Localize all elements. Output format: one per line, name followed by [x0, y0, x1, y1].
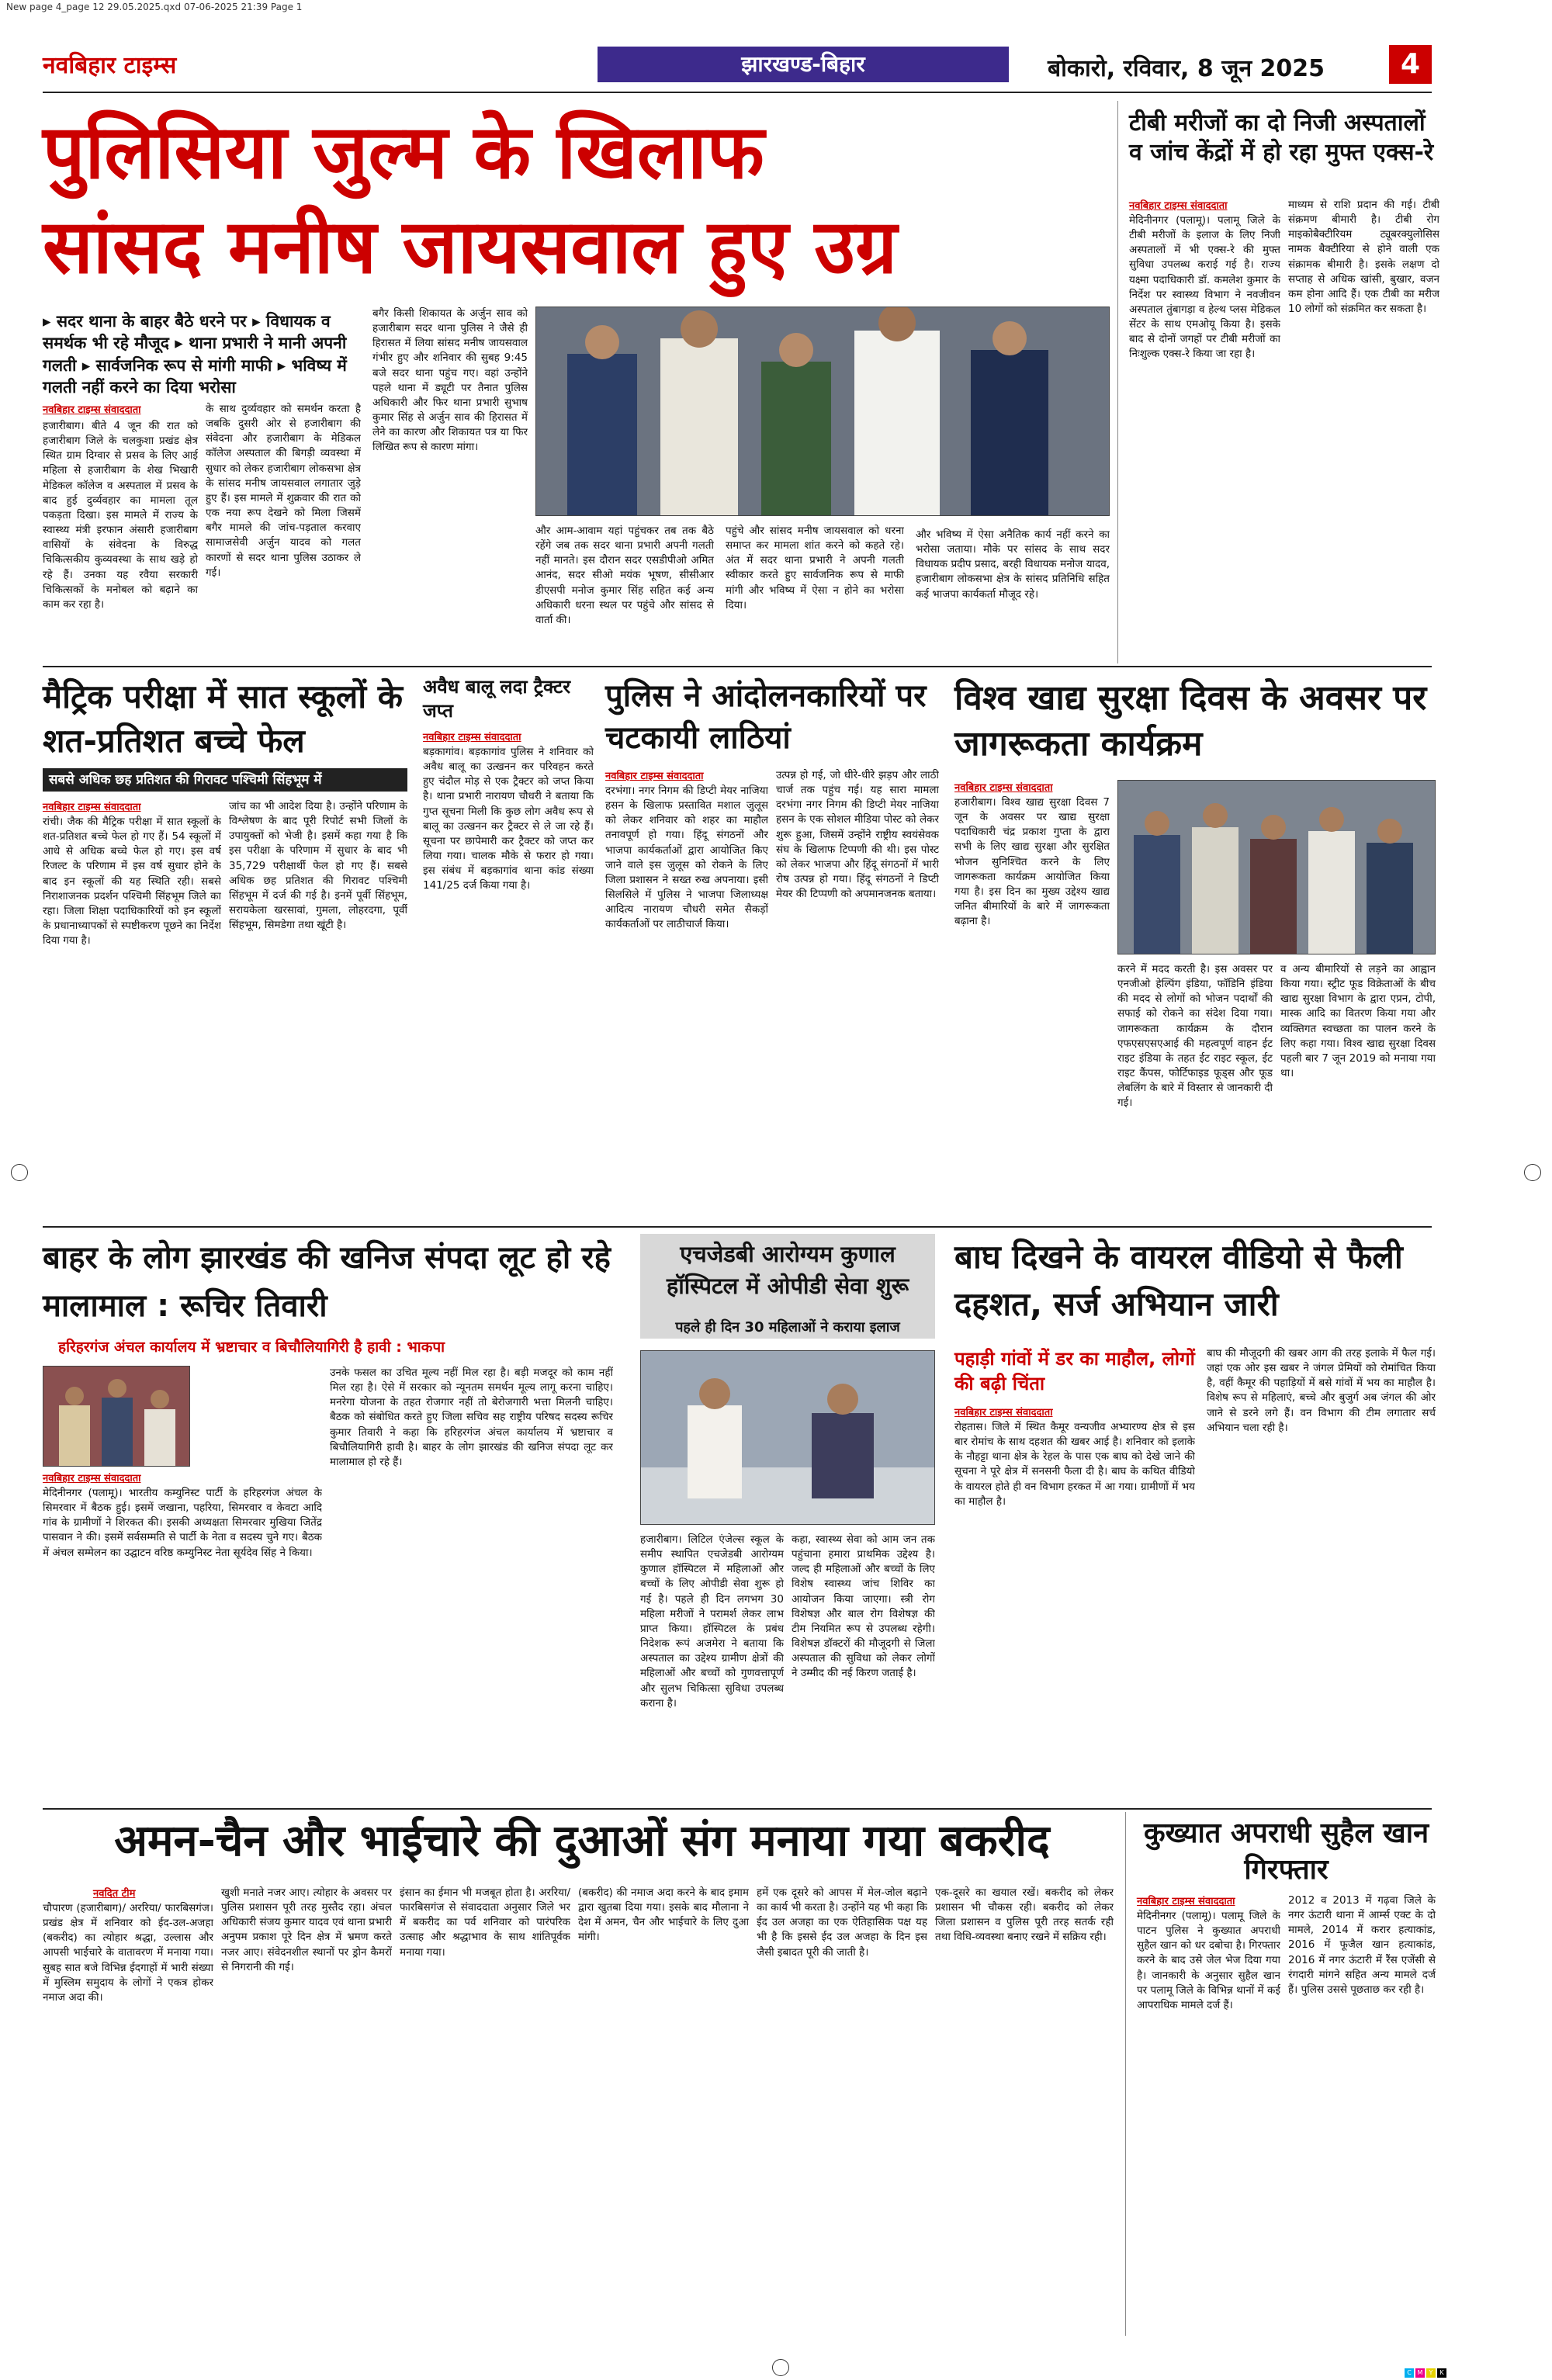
- food-col-1: हजारीबाग। विश्व खाद्य सुरक्षा दिवस 7 जून के अवसर पर खाद्य सुरक्षा पदाधिकारी चंद्र प्रकाश गुप्ता के द्वारा सभी के लिए खाद्य सुरक्षा और सुरक्षित भोजन सुनिश्चित करने के लिए जागरूकता कार्यक्रम आयोजित किया गया है। इस दिन का मुख्य उद्देश्य खाद्य जनित बीमारियों के बारे में जागरूकता बढ़ाना है।: [954, 796, 1110, 928]
- page-number: 4: [1389, 45, 1432, 84]
- tiger-byline: नवबिहार टाइम्स संवाददाता: [954, 1407, 1053, 1419]
- khanij-photo: [43, 1366, 190, 1467]
- food-photo: [1117, 780, 1436, 954]
- food-col-3: व अन्य बीमारियों से लड़ने का आह्वान किया गया। स्ट्रीट फूड विक्रेताओं के बीच खाद्य सुरक्षा विभाग के द्वारा एप्रन, टोपी, मास्क आदि का वितरण किया गया और व्यक्तिगत स्वच्छता का पालन करने के लिए कहा गया। विश्व खाद्य सुरक्षा दिवस पहली बार 7 जून 2019 को मनाया गया था।: [1280, 963, 1436, 1080]
- paper-name: नवबिहार टाइम्स: [43, 52, 177, 79]
- lead-byline: नवबिहार टाइम्स संवाददाता: [43, 404, 141, 416]
- hospital-subhead: पहले ही दिन 30 महिलाओं ने कराया इलाज: [675, 1319, 900, 1336]
- suhail-byline: नवबिहार टाइम्स संवाददाता: [1137, 1896, 1235, 1907]
- bakrid-col-5: हमें एक दूसरे को आपस में मेल-जोल बढ़ाने का कार्य भी करता है। उन्होंने यह भी कहा कि ईद उल अजहा का एक ऐतिहासिक पक्ष यह भी है कि इससे ईद उल अजहा के दिन इस जैसी इबादत पूरी की जाती है।: [757, 1886, 927, 1959]
- sand-body: बड़कागांव। बड़कागांव पुलिस ने शनिवार को अवैध बालू का उत्खनन कर परिवहन करते हुए चंदौल मोड़ से एक ट्रैक्टर को जप्त किया है। थाना प्रभारी नारायण चौधरी ने बताया कि गुप्त सूचना मिली कि कुछ लोग अवैध रूप से बालू का उत्खनन कर ट्रैक्टर से ले जा रहे हैं। सूचना पर छापेमारी कर ट्रैक्टर को जप्त कर लिया गया। चालक मौके से फरार हो गया। इस संबंध में बड़कागांव थाना कांड संख्या 141/25 दर्ज किया गया है।: [423, 746, 594, 892]
- registration-mark: [11, 1164, 28, 1181]
- hospital-headline: एचजेडबी आरोग्यम कुणाल हॉस्पिटल में ओपीडी सेवा शुरू: [666, 1241, 909, 1299]
- matric-byline: नवबिहार टाइम्स संवाददाता: [43, 802, 141, 813]
- tiger-subhead: पहाड़ी गांवों में डर का माहौल, लोगों की बढ़ी चिंता: [954, 1348, 1195, 1395]
- lead-col-6: और भविष्य में ऐसा अनैतिक कार्य नहीं करने का भरोसा जताया। मौके पर सांसद के साथ सदर विधायक प्रदीप प्रसाद, बरही विधायक मनोज यादव, हजारीबाग लोकसभा क्षेत्र के सांसद प्रतिनिधि सहित कई भाजपा कार्यकर्ता मौजूद रहे।: [916, 528, 1110, 601]
- meeting-photo-graphic: [43, 1367, 190, 1467]
- lead-bullets: ▸ सदर थाना के बाहर बैठे धरने पर ▸ विधायक व समर्थक भी रहे मौजूद ▸ थाना प्रभारी ने मानी अपनी गलती ▸ सार्वजनिक रूप से मांगी माफी ▸ भविष्य में गलती नहीं करने का दिया भरोसा: [43, 312, 347, 397]
- tb-col-2: माध्यम से राशि प्रदान की गई। टीबी संक्रमण बीमारी है। टीबी रोग माइकोबैक्टीरियम ट्यूबरक्युलोसिस नामक बैक्टीरिया से होने वाली एक संक्रामक बीमारी है। इसके लक्षण दो सप्ताह से अधिक खांसी, बुखार, वजन कम होना आदि हैं। एक टीबी का मरीज 10 लोगों को संक्रमित कर सकता है।: [1288, 199, 1439, 316]
- section-banner: झारखण्ड-बिहार: [598, 47, 1009, 82]
- hospital-col-2: कहा, स्वास्थ्य सेवा को आम जन तक पहुंचाना हमारा प्राथमिक उद्देश्य है। जल्द ही महिलाओं और बच्चों के लिए विशेष स्वास्थ्य जांच शिविर का आयोजन किया जाएगा। स्त्री रोग विशेषज्ञ और बाल रोग विशेषज्ञ की टीम नियमित रूप से उपलब्ध रहेगी। विशेषज्ञ डॉक्टरों की मौजूदगी से जिला अस्पताल की सुविधा को लेकर लोगों ने उम्मीद की नई किरण जताई है।: [792, 1533, 935, 1680]
- khanij-headline: बाहर के लोग झारखंड की खनिज संपदा लूट हो रहे मालामाल : रूचिर तिवारी: [43, 1240, 611, 1324]
- tb-col-1: मेदिनीनगर (पलामू)। पलामू जिले के टीबी मरीजों के इलाज के लिए निजी अस्पतालों में भी एक्स-रे की मुफ्त सुविधा उपलब्ध कराई गई है। राज्य यक्ष्मा पदाधिकारी डॉ. कमलेश कुमार के निर्देश पर स्वास्थ्य विभाग ने नवजीवन अस्पताल तुंबागड़ा व हेल्थ प्लस मेडिकल सेंटर के साथ एमओयू किया है। इसके बाद से दोनों जगहों पर टीबी मरीजों का निःशुल्क एक्स-रे किया जा रहा है।: [1129, 214, 1280, 361]
- bakrid-col-6: एक-दूसरे का खयाल रखें। बकरीद को लेकर प्रशासन भी चौकस रही। बकरीद को लेकर जिला प्रशासन व पुलिस पूरी तरह सतर्क रही तथा विधि-व्यवस्था बनाए रखने में सक्रिय रही।: [935, 1886, 1114, 1944]
- lathi-headline: पुलिस ने आंदोलनकारियों पर चटकायी लाठियां: [605, 678, 927, 756]
- lead-col-3: बगैर किसी शिकायत के अर्जुन साव को हजारीबाग सदर थाना पुलिस ने जैसे ही हिरासत में लिया सांसद मनीष जायसवाल गंभीर हुए और शनिवार की सुबह 9:45 बजे सदर थाना पहुंच गए। वहां उन्होंने पहले थाना में ड्यूटी पर तैनात पुलिस अधिकारी और फिर थाना प्रभारी सुभाष कुमार सिंह से अर्जुन साव की हिरासत में लेने का कारण और शिकायत पत्र या फिर लिखित रूप से कारण मांगा।: [372, 307, 528, 454]
- tb-headline: टीबी मरीजों का दो निजी अस्पतालों व जांच केंद्रों में हो रहा मुफ्त एक्स-रे: [1129, 109, 1434, 166]
- clinic-photo-graphic: [641, 1351, 935, 1525]
- matric-col-1: रांची। जैक की मैट्रिक परीक्षा में सात स्कूलों के शत-प्रतिशत बच्चे फेल हो गए हैं। 54 स्कूलों में आधे से अधिक बच्चे फेल हो गए। इस वर्ष रिजल्ट के परिणाम में इस वर्ष सुधार होने के बाद इन स्कूलों की यह स्थिति रही। सबसे निराशाजनक प्रदर्शन पश्चिमी सिंहभूम जिले का रहा। जिला शिक्षा पदाधिकारियों को इन स्कूलों के प्रधानाध्यापकों से स्पष्टीकरण पूछने का निर्देश दिया गया है।: [43, 816, 221, 947]
- suhail-col-2: 2012 व 2013 में गढ़वा जिले के नगर ऊंटारी थाना में आर्म्स एक्ट के दो मामले, 2014 में करार हत्याकांड, 2016 में फूजैल खान हत्याकांड, 2016 में नगर ऊंटारी में रैंस एजेंसी से रंगदारी मांगने सहित अन्य मामले दर्ज हैं। पुलिस उससे पूछताछ कर रही है।: [1288, 1894, 1436, 1996]
- suhail-headline: कुख्यात अपराधी सुहैल खान गिरफ्तार: [1143, 1817, 1429, 1886]
- tiger-headline: बाघ दिखने के वायरल वीडियो से फैली दहशत, सर्ज अभियान जारी: [954, 1238, 1403, 1323]
- lead-col-2: के साथ दुर्व्यवहार को समर्थन करता है जबकि दुसरी ओर से हजारीबाग की संवेदना और हजारीबाग के मेडिकल कॉलेज अस्पताल की बिगड़ी व्यवस्था में सुधार को लेकर हजारीबाग लोकसभा क्षेत्र के सांसद मनीष जायसवाल लगातार जुड़े हुए हैं। इस मामले में शुक्रवार की रात को एक नया रूप देखने को मिला जिसमें बगैर मामले की जांच-पड़ताल करवाए सामाजसेवी अर्जुन यादव को गलत कारणों से सदर थाना पुलिस उठाकर ले गई।: [206, 403, 361, 579]
- food-byline: नवबिहार टाइम्स संवाददाता: [954, 782, 1053, 794]
- registration-mark: [772, 2359, 789, 2376]
- food-event-photo-graphic: [1118, 781, 1436, 954]
- hospital-photo: [640, 1350, 935, 1525]
- bakrid-col-2: खुशी मनाते नजर आए। त्योहार के अवसर पर पुलिस प्रशासन पूरी तरह मुस्तैद रहा। अंचल अधिकारी संजय कुमार यादव एवं थाना प्रभारी अनुपम प्रकाश पूरे दिन क्षेत्र में भ्रमण करते नजर आए। संवेदनशील स्थानों पर ड्रोन कैमरों से निगरानी की गई।: [221, 1886, 392, 1973]
- lathi-byline: नवबिहार टाइम्स संवाददाता: [605, 771, 704, 782]
- khanij-byline: नवबिहार टाइम्स संवाददाता: [43, 1473, 141, 1484]
- bakrid-col-1: चौपारण (हजारीबाग)/ अररिया/ फारबिसगंज। प्रखंड क्षेत्र में शनिवार को ईद-उल-अजहा (बकरीद) का त्योहार श्रद्धा, उल्लास और आपसी भाईचारे के वातावरण में मनाया गया। सुबह सात बजे विभिन्न ईदगाहों में भारी संख्या में मुस्लिम समुदाय के लोगों ने एकत्र होकर नमाज अदा की।: [43, 1902, 213, 2004]
- lathi-col-1: दरभंगा। नगर निगम की डिप्टी मेयर नाजिया हसन के खिलाफ प्रस्तावित मशाल जुलूस को लेकर शनिवार को शहर का माहौल तनावपूर्ण हो गया। हिंदू संगठनों और भाजपा कार्यकर्ताओं द्वारा आयोजित किए जाने वाले इस जुलूस को रोकने के लिए जिला प्रशासन ने सख्त रुख अपनाया। इसी सिलसिले में पुलिस ने भाजपा जिलाध्यक्ष आदित्य नारायण चौधरी समेत सैकड़ों कार्यकर्ताओं पर लाठीचार्ज किया।: [605, 785, 768, 931]
- column-divider: [1125, 1812, 1126, 2336]
- lathi-col-2: उत्पन्न हो गई, जो धीरे-धीरे झड़प और लाठी चार्ज तक पहुंच गई। यह सारा मामला दरभंगा नगर निगम की डिप्टी मेयर नाजिया हसन के एक सोशल मीडिया पोस्ट को लेकर शुरू हुआ, जिसमें उन्होंने राष्ट्रीय स्वयंसेवक संघ के खिलाफ टिप्पणी की थी। इस पोस्ट को लेकर भाजपा और हिंदू संगठनों में भारी रोष उत्पन्न हो गया। हिंदू संगठनों ने डिप्टी मेयर की टिप्पणी को अपमानजनक बताया।: [776, 769, 939, 901]
- tiger-col-2: बाघ की मौजूदगी की खबर आग की तरह इलाके में फैल गई। जहां एक ओर इस खबर ने जंगल प्रेमियों को रोमांचित किया है, वहीं कैमूर की पहाड़ियों में बसे गांवों में भय का माहौल है। विशेष रूप से महिलाएं, बच्चे और बुजुर्ग अब जंगल की ओर जाने से डरने लगे हैं। वन विभाग की टीम लगातार सर्च अभियान चला रही है।: [1207, 1347, 1436, 1434]
- khanij-col-2: उनके फसल का उचित मूल्य नहीं मिल रहा है। बड़ी मजदूर को काम नहीं मिल रहा है। ऐसे में सरकार को न्यूनतम समर्थन मूल्य लागू करना चाहिए। मनरेगा योजना के तहत रोजगार नहीं तो बेरोजगारी भत्ता मिलनी चाहिए। बैठक को संबोधित करते हुए जिला सचिव सह राष्ट्रीय परिषद सदस्य रूचिर कुमार तिवारी ने कहा कि हरिहरगंज अंचल कार्यालय में भ्रष्टाचार व बिचौलियागिरी हावी है। बाहर के लोग झारखंड की खनिज संपदा लूट कर मालामाल हो रहे हैं।: [330, 1367, 613, 1468]
- khanij-col-1: मेदिनीनगर (पलामू)। भारतीय कम्युनिस्ट पार्टी के हरिहरगंज अंचल के सिमरवार में बैठक हुई। इसमें जखाना, पहरिया, सिमरवार व केवटा आदि गांव के ग्रामीणों ने शिरकत की। इसकी अध्यक्षता सिमरवार मुखिया जितेंद्र पासवान ने की। इसमें सर्वसम्मति से पार्टी के नेता व सदस्य चुने गए। बैठक में अंचल सम्मेलन का उद्घाटन वरिष्ठ कम्युनिस्ट नेता सूर्यदेव सिंह ने किया।: [43, 1487, 322, 1559]
- registration-mark: [1524, 1164, 1541, 1181]
- bakrid-col-3: इंसान का ईमान भी मजबूत होता है। अररिया/फारबिसगंज से संवाददाता अनुसार जिले भर में बकरीद का पर्व शनिवार को पारंपरिक उत्साह और श्रद्धाभाव के साथ शांतिपूर्वक मनाया गया।: [400, 1886, 570, 1959]
- sand-headline: अवैध बालू लदा ट्रैक्टर जप्त: [423, 676, 571, 722]
- tb-byline: नवबिहार टाइम्स संवाददाता: [1129, 200, 1228, 212]
- row-rule-2: [43, 1226, 1432, 1228]
- tiger-col-1: रोहतास। जिले में स्थित कैमूर वन्यजीव अभ्यारण्य क्षेत्र से इस बार रोमांच के साथ दहशत की खबर आई है। शनिवार को इलाके के नौहट्टा थाना क्षेत्र के रेहल के पास एक बाघ को देखे जाने की सूचना ने पूरे क्षेत्र में सनसनी फैला दी है। बाघ के कथित वीडियो के वायरल होते ही वन विभाग हरकत में आ गया। ग्रामीणों में भय का माहौल है।: [954, 1421, 1195, 1508]
- matric-subhead: सबसे अधिक छह प्रतिशत की गिरावट पश्चिमी सिंहभूम में: [43, 768, 407, 792]
- sand-byline: नवबिहार टाइम्स संवाददाता: [423, 732, 521, 743]
- lead-col-4: और आम-आवाम यहां पहुंचकर तब तक बैठे रहेंगे जब तक सदर थाना प्रभारी अपनी गलती नहीं मानते। इस दौरान सदर एसडीपीओ अमित आनंद, सदर सीओ मयंक भूषण, सीसीआर डीएसपी मनोज कुमार सिंह सहित कई अन्य अधिकारी धरना स्थल पर पहुंचे और सांसद से वार्ता की।: [535, 525, 714, 626]
- column-divider: [1117, 101, 1118, 663]
- khanij-subhead: हरिहरगंज अंचल कार्यालय में भ्रष्टाचार व बिचौलियागिरी है हावी : भाकपा: [58, 1339, 445, 1356]
- lead-col-1: हजारीबाग। बीते 4 जून की रात को हजारीबाग जिले के चलकुशा प्रखंड क्षेत्र स्थित ग्राम दिग्वार से प्रसव के लिए आई महिला से हजारीबाग के शेख भिखारी मेडिकल कॉलेज व अस्पताल में प्रसव के बाद हुई दुर्व्यवहार का मामला तूल पकड़ता दिखा। इस मामले में राज्य के स्वास्थ्य मंत्री इरफान अंसारी हजारीबाग वासियों के संवेदना के विरुद्ध चिकित्सकीय कुव्यवस्था के साथ खड़े हो रहे हैं। उनका यह रवैया सरकारी चिकित्सकों के मनोबल को बढ़ाने का काम कर रहा है।: [43, 420, 198, 611]
- bakrid-headline: अमन-चैन और भाईचारे की दुआओं संग मनाया गया बकरीद: [114, 1816, 1050, 1866]
- cmyk-strip: C M Y K: [1405, 2363, 1448, 2378]
- bakrid-col-4: (बकरीद) की नमाज अदा करने के बाद इमाम द्वारा खुतबा दिया गया। इसके बाद मौलाना ने देश में अमन, चैन और भाईचारे के लिए दुआ मांगी।: [578, 1886, 749, 1944]
- bakrid-byline: नवदित टीम: [93, 1888, 136, 1900]
- hospital-col-1: हजारीबाग। लिटिल एंजेल्स स्कूल के समीप स्थापित एचजेडबी आरोग्यम कुणाल हॉस्पिटल में महिलाओं और बच्चों के लिए ओपीडी सेवा शुरू हो गई है। पहले ही दिन लगभग 30 महिला मरीजों ने परामर्श लेकर लाभ प्राप्त किया। हॉस्पिटल के प्रबंध निदेशक रूपं अजमेरा ने बताया कि अस्पताल का उद्देश्य ग्रामीण क्षेत्रों की महिलाओं और बच्चों को गुणवत्तापूर्ण और सुलभ चिकित्सा सुविधा उपलब्ध कराना है।: [640, 1533, 784, 1710]
- matric-col-2: जांच का भी आदेश दिया है। उन्होंने परिणाम के विश्लेषण के बाद पूरी रिपोर्ट सभी जिलों के उपायुक्तों को भेजी है। इसमें कहा गया है कि इस परीक्षा के परिणाम में सुधार के बाद भी 35,729 परीक्षार्थी फेल हो गए हैं। सबसे अधिक छह प्रतिशत की गिरावट पश्चिमी सिंहभूम में दर्ज की गई है। इनमें पूर्वी सिंहभूम, सरायकेला खरसावां, गुमला, लोहरदगा, पूर्वी सिंहभूम, सिमडेगा तथा खूंटी है।: [229, 800, 407, 932]
- food-headline: विश्व खाद्य सुरक्षा दिवस के अवसर पर जागरूकता कार्यक्रम: [954, 678, 1427, 764]
- lead-col-5: पहुंचे और सांसद मनीष जायसवाल को धरना समाप्त कर मामला शांत करने को कहते रहे। अंत में सदर थाना प्रभारी ने अपनी गलती स्वीकार करते हुए सार्वजनिक रूप से माफी मांगी और भविष्य में ऐसा न होने का भरोसा दिया।: [726, 525, 904, 611]
- row-rule-3: [43, 1808, 1432, 1810]
- dateline: बोकारो, रविवार, 8 जून 2025: [1048, 55, 1325, 82]
- masthead-rule: [43, 92, 1432, 93]
- print-strip: New page 4_page 12 29.05.2025.qxd 07-06-2025 21:39 Page 1: [6, 2, 303, 12]
- suhail-col-1: मेदिनीनगर (पलामू)। पलामू जिले के पाटन पुलिस ने कुख्यात अपराधी सुहैल खान को धर दबोचा है। गिरफ्तार करने के बाद उसे जेल भेज दिया गया है। जानकारी के अनुसार सुहैल खान पर पलामू जिले के विभिन्न थानों में कई आपराधिक मामले दर्ज हैं।: [1137, 1910, 1280, 2011]
- matric-headline: मैट्रिक परीक्षा में सात स्कूलों के शत-प्रतिशत बच्चे फेल: [43, 677, 403, 760]
- row-rule-1: [43, 666, 1432, 667]
- lead-headline-1: पुलिसिया जुल्म के खिलाफ: [43, 109, 764, 196]
- food-col-2: करने में मदद करती है। इस अवसर पर एनजीओ हेल्पिंग इंडिया, फॉडिनि इंडिया की मदद से लोगों को भोजन पदार्थों की सफाई को रोकने का संदेश दिया गया। जागरूकता कार्यक्रम के दौरान एफएसएसएआई की महत्वपूर्ण वाहन ईट राइट इंडिया के तहत ईट राइट स्कूल, ईट राइट कैंपस, फोर्टिफाइड फूड्स और फूड लेबलिंग के बारे में विस्तार से जानकारी दी गई।: [1117, 963, 1273, 1110]
- lead-headline-2: सांसद मनीष जायसवाल हुए उग्र: [43, 203, 898, 290]
